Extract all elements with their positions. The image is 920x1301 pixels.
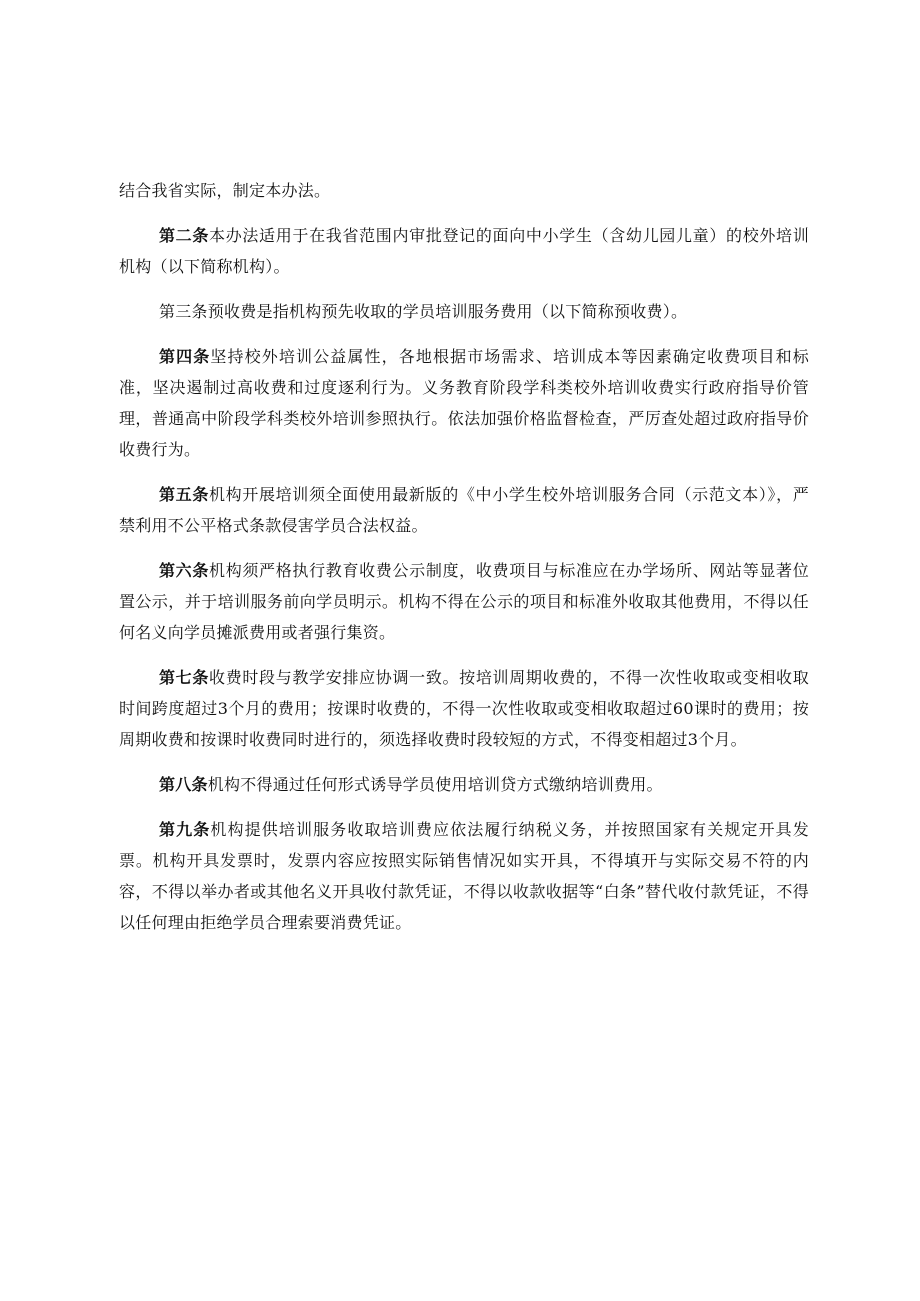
paragraph-text: 第三条预收费是指机构预先收取的学员培训服务费用（以下简称预收费）。 — [159, 302, 688, 321]
article-6-paragraph — [119, 555, 809, 648]
paragraph-intro-continuation — [119, 175, 809, 206]
article-7-paragraph — [119, 662, 809, 755]
paragraph-text: 坚持校外培训公益属性，各地根据市场需求、培训成本等因素确定收费项目和标准，坚决遏制过高收费和过度逐利行为。义务教育阶段学科类校外培训收费实行政府指导价管理，普通高中阶段学科类校外培训参照执行。依法加强价格监督检查，严厉查处超过政府指导价收费行为。 — [119, 347, 809, 459]
article-number: 第四条 — [159, 347, 211, 366]
document-body — [119, 175, 809, 952]
article-number: 第二条 — [159, 226, 210, 245]
article-4-paragraph — [119, 341, 809, 465]
article-number: 第六条 — [159, 561, 210, 580]
paragraph-text: 机构提供培训服务收取培训费应依法履行纳税义务，并按照国家有关规定开具发票。机构开具发票时，发票内容应按照实际销售情况如实开具，不得填开与实际交易不符的内容，不得以举办者或其他名义开具收付款凭证，不得以收款收据等“白条”替代收付款凭证，不得以任何理由拒绝学员合理索要消费凭证。 — [119, 820, 809, 932]
article-number: 第八条 — [159, 775, 208, 794]
paragraph-text: 机构不得通过任何形式诱导学员使用培训贷方式缴纳培训费用。 — [207, 775, 663, 794]
article-8-paragraph — [119, 769, 809, 800]
article-number: 第九条 — [159, 820, 211, 839]
paragraph-text: 机构开展培训须全面使用最新版的《中小学生校外培训服务合同（示范文本）》，严禁利用不公平格式条款侵害学员合法权益。 — [119, 485, 809, 535]
paragraph-text: 收费时段与教学安排应协调一致。按培训周期收费的，不得一次性收取或变相收取时间跨度超过3个月的费用；按课时收费的，不得一次性收取或变相收取超过60课时的费用；按周期收费和按课时收费同时进行的，须选择收费时段较短的方式，不得变相超过3个月。 — [119, 668, 809, 749]
paragraph-text: 本办法适用于在我省范围内审批登记的面向中小学生（含幼儿园儿童）的校外培训机构（以下简称机构）。 — [119, 226, 809, 276]
paragraph-text: 结合我省实际，制定本办法。 — [119, 181, 331, 200]
article-2-paragraph — [119, 220, 809, 282]
article-number: 第五条 — [159, 485, 209, 504]
paragraph-text: 机构须严格执行教育收费公示制度，收费项目与标准应在办学场所、网站等显著位置公示，并于培训服务前向学员明示。机构不得在公示的项目和标准外收取其他费用，不得以任何名义向学员摊派费用或者强行集资。 — [119, 561, 809, 642]
article-9-paragraph — [119, 814, 809, 938]
article-number: 第七条 — [159, 668, 210, 687]
article-5-paragraph — [119, 479, 809, 541]
article-3-paragraph — [119, 296, 809, 327]
